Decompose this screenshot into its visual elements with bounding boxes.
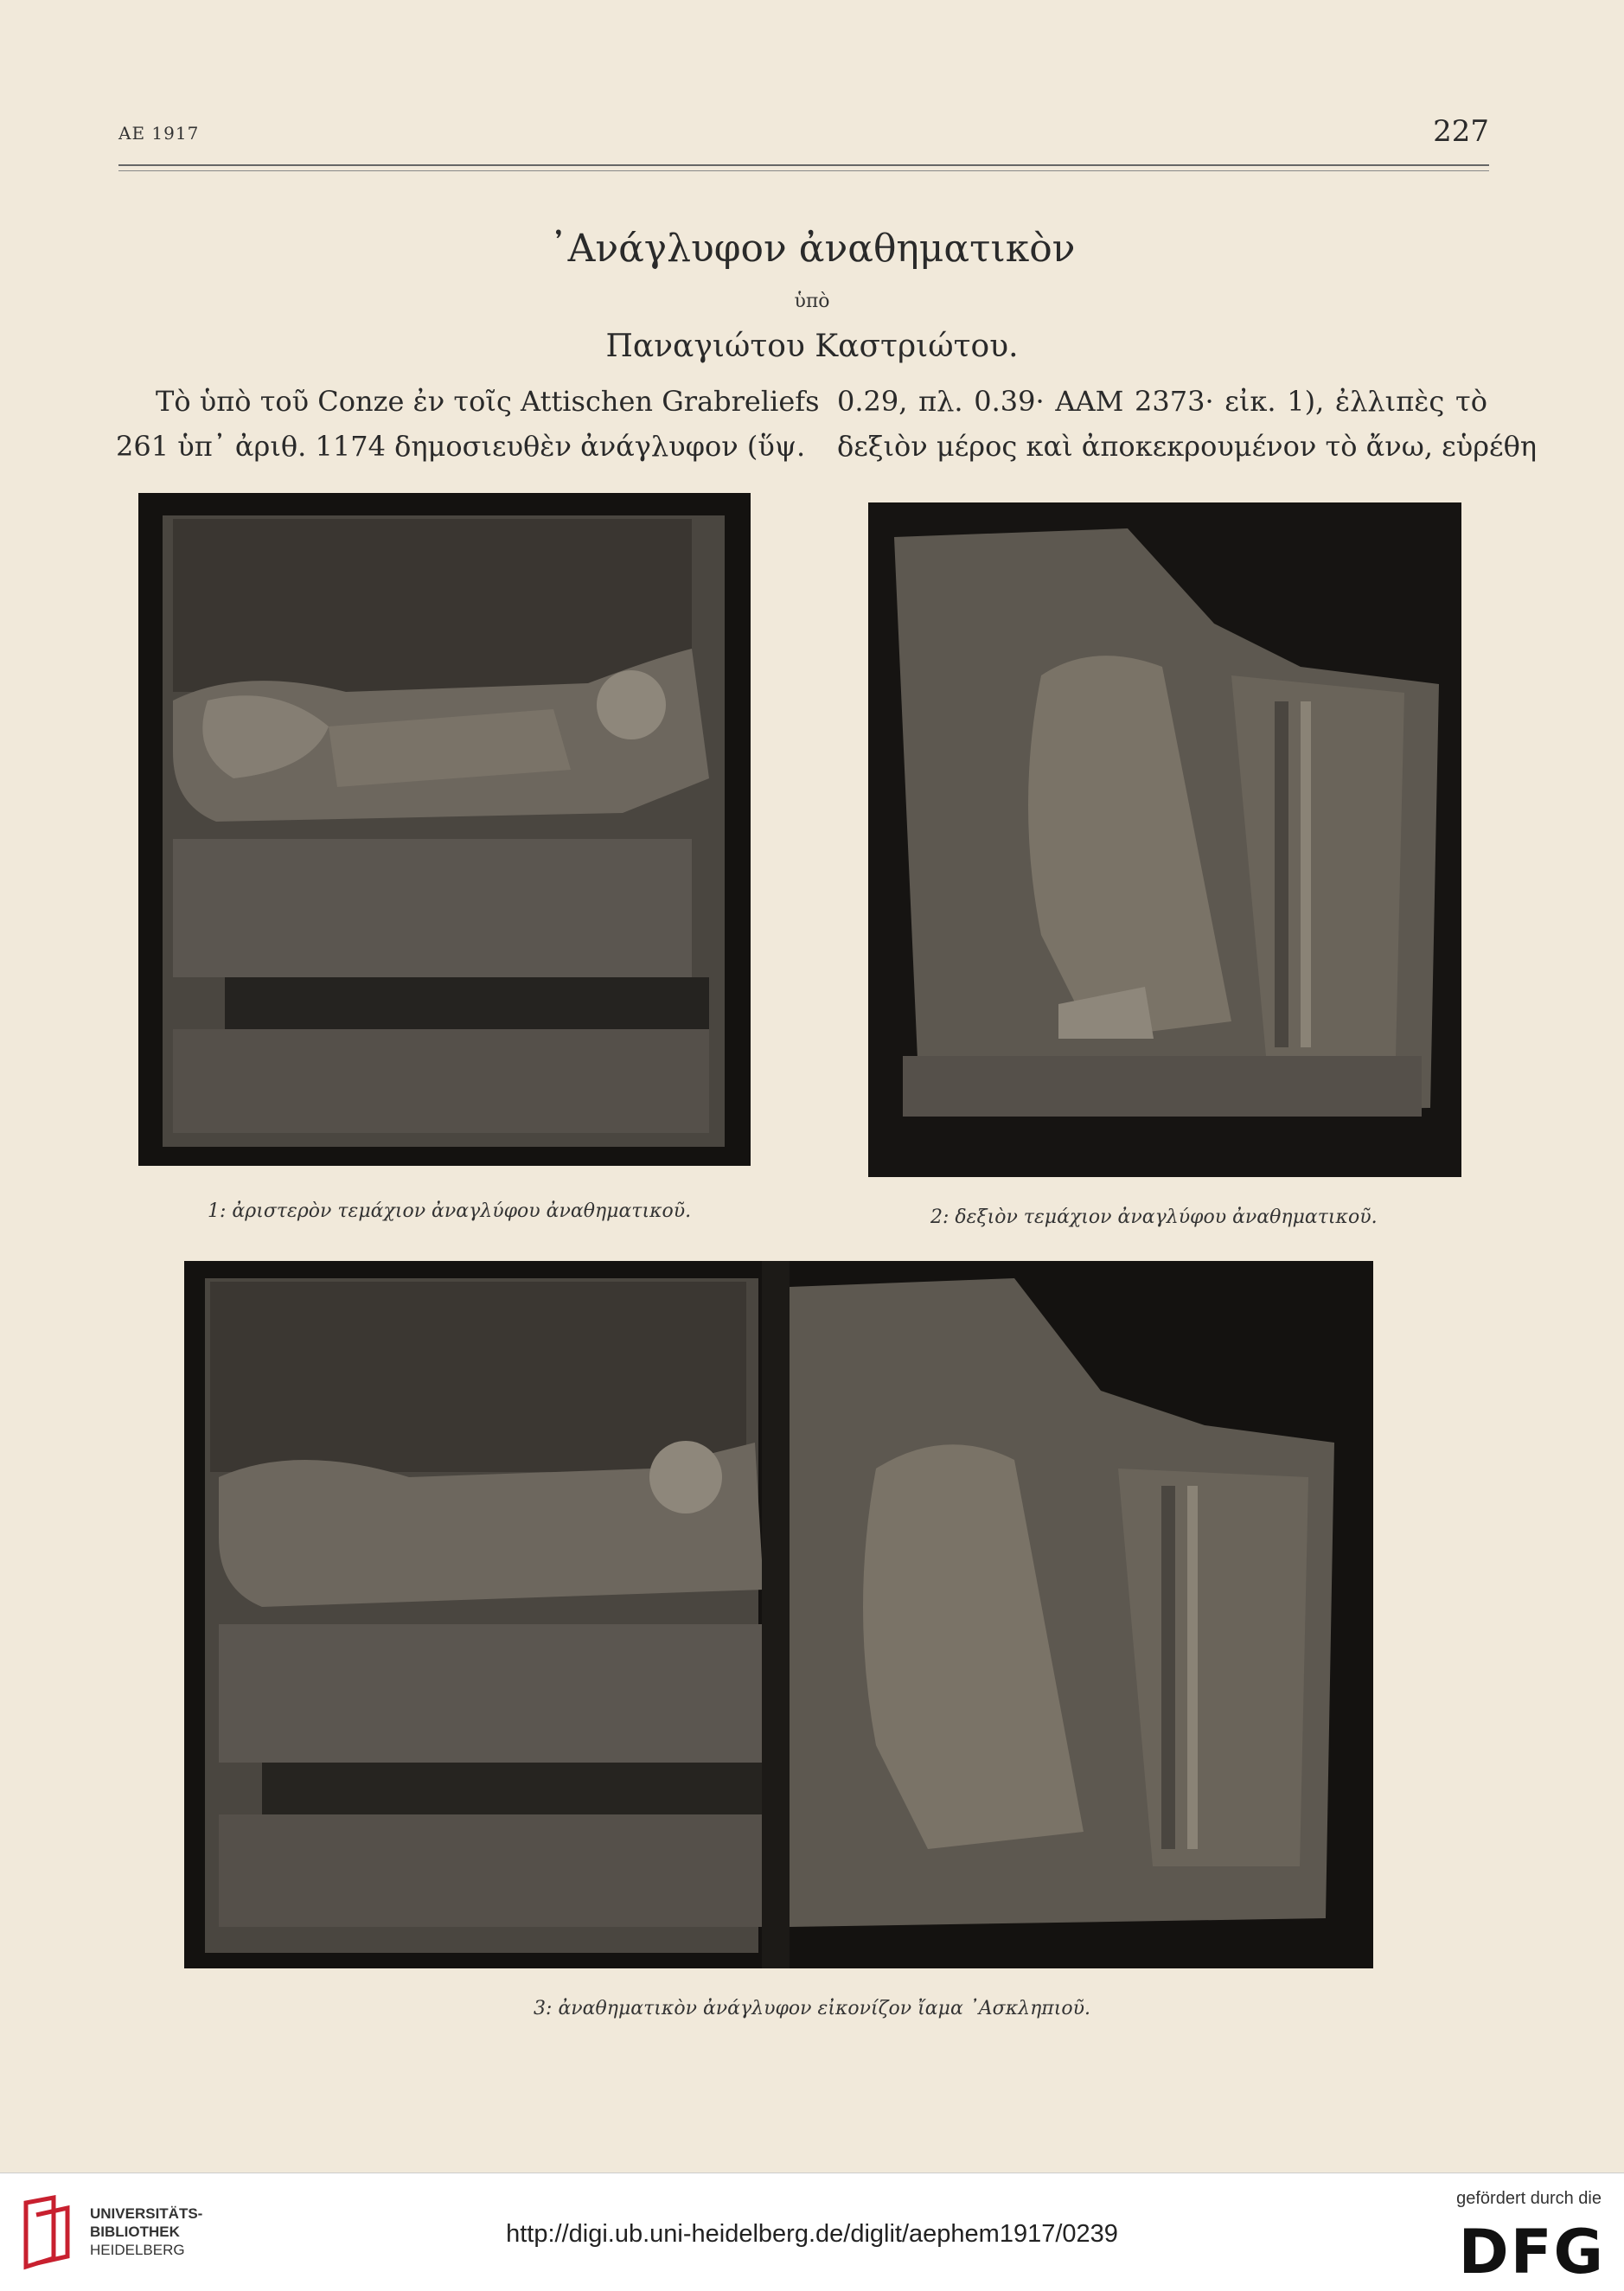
left-column-text: [116, 379, 820, 469]
text-line: Τὸ ὑπὸ τοῦ Conze ἐν τοῖς Attischen Grabreliefs: [156, 385, 820, 418]
byline: ὑπὸ: [794, 291, 830, 312]
right-column-text: [837, 379, 1538, 469]
figure-1-photo: [138, 493, 751, 1166]
figure-3-caption: 3: ἀναθηματικὸν ἀνάγλυφον εἰκονίζον ἴαμα ᾿Ασκληπιοῦ.: [534, 1998, 1090, 2019]
article-title: ᾿Ανάγλυφον ἀναθηματικὸν: [548, 227, 1076, 271]
running-head: [118, 114, 1489, 149]
text-line: δεξιὸν μέρος καὶ ἀποκεκρουμένον τὸ ἄνω, εὑρέθη: [837, 430, 1538, 463]
figure-3-photo: [184, 1261, 1373, 1968]
figure-1-caption: 1: ἀριστερὸν τεμάχιον ἀναγλύφου ἀναθηματικοῦ.: [208, 1200, 692, 1222]
text-line: 0.29, πλ. 0.39· ΑΑΜ 2373· εἰκ. 1), ἐλλιπὲς τὸ: [837, 385, 1487, 418]
text-line: 261 ὑπ᾿ ἀριθ. 1174 δημοσιευθὲν ἀνάγλυφον (ὕψ.: [116, 430, 806, 463]
author-name: Παναγιώτου Καστριώτου.: [605, 329, 1019, 364]
funding-note: gefördert durch die: [1456, 2189, 1602, 2208]
page-number: 227: [1433, 114, 1489, 149]
header-rule-thin: [118, 170, 1489, 171]
journal-label: AE 1917: [118, 123, 200, 144]
institution-line: UNIVERSITÄTS-: [90, 2205, 203, 2222]
figure-2-photo: [868, 502, 1461, 1177]
dfg-logo: DFG: [1458, 2217, 1605, 2288]
header-rule: [118, 164, 1489, 166]
institution-line: BIBLIOTHEK: [90, 2224, 180, 2240]
institution-line: HEIDELBERG: [90, 2242, 185, 2258]
figure-2-caption: 2: δεξιὸν τεμάχιον ἀναγλύφου ἀναθηματικοῦ.: [930, 1206, 1378, 1228]
source-url-link[interactable]: http://digi.ub.uni-heidelberg.de/diglit/aephem1917/0239: [506, 2220, 1118, 2248]
digitization-footer: [0, 2173, 1624, 2291]
